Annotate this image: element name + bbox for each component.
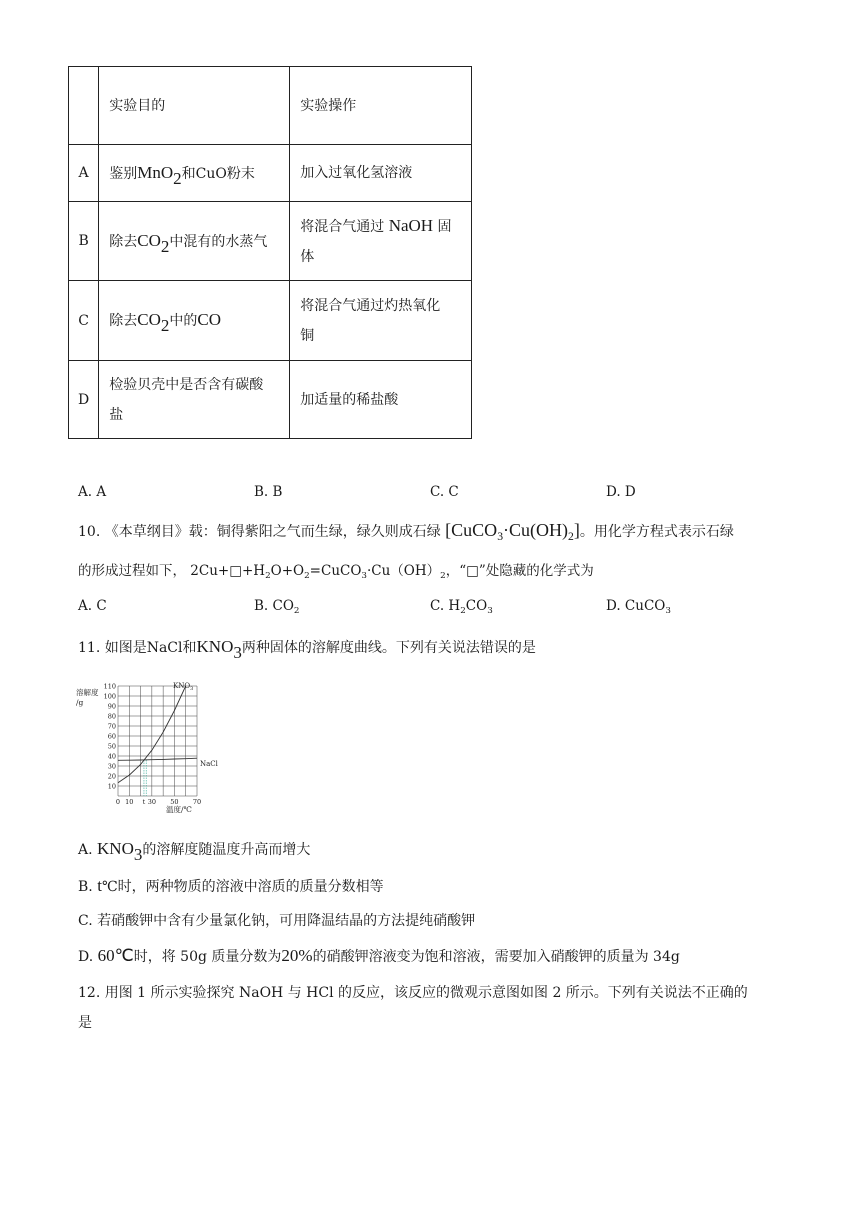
series-line-nacl [118,758,197,760]
row-purpose: 除去$CO_2$中的CO [99,281,290,361]
row-purpose: 检验贝壳中是否含有碳酸 盐 [99,361,290,439]
y-tick-label: 40 [107,752,116,761]
q9-option-d[interactable]: D. D [606,484,636,500]
y-tick-label: 50 [107,742,116,751]
x-tick-label: 30 [147,798,156,806]
experiment-table [68,66,472,439]
q11-option-d[interactable]: D. 60℃时，将 50g 质量分数为20%的硝酸钾溶液变为饱和溶液，需要加入硝酸钾的质量为 34g [78,946,680,965]
chart-series [118,686,197,783]
table-row [69,361,472,439]
table-row [69,145,472,202]
solubility-chart [70,676,230,816]
row-operation: 将混合气通过 NaOH 固 体 [290,202,472,281]
q9-option-c[interactable]: C. C [430,484,459,500]
q10-option-a[interactable]: A. C [78,598,107,614]
y-tick-label: 20 [107,772,116,781]
row-purpose: 鉴别MnO$_2$和CuO粉末 [99,145,290,202]
y-tick-label: 70 [107,722,116,731]
y-axis-label-part2: /g [76,698,84,707]
y-tick-label: 80 [107,712,116,721]
y-tick-label: 30 [107,762,116,771]
q11-option-a[interactable]: A. $KNO_3$的溶解度随温度升高而增大 [78,839,311,864]
header-cell-purpose: 实验目的 [99,67,290,145]
y-tick-label: 100 [103,692,116,701]
y-tick-label: 60 [107,732,116,741]
x-tick-label: 0 [115,798,121,806]
row-operation: 加入过氧化氢溶液 [290,145,472,202]
q9-option-b[interactable]: B. B [254,484,283,500]
x-axis-label: 温度/℃ [166,805,192,814]
q10-stem-line1: 10. 《本草纲目》载：铜得紫阳之气而生绿，绿久则成石绿 $[CuCO_3\cdot Cu(OH)_2]$。用化学方程式表示石绿 [78,520,734,544]
y-tick-label: 90 [107,702,116,711]
q10-option-d[interactable]: D. CuCO$_3$ [606,598,671,617]
row-purpose: 除去$CO_2$中混有的水蒸气 [99,202,290,281]
header-cell-operation: 实验操作 [290,67,472,145]
x-tick-label: 50 [170,798,179,806]
row-key: D [69,361,99,439]
row-key: A [69,145,99,202]
q9-option-a[interactable]: A. A [78,484,107,500]
row-key: B [69,202,99,281]
table-header-row [69,67,472,145]
row-operation: 将混合气通过灼热氧化 铜 [290,281,472,361]
row-key: C [69,281,99,361]
q10-option-c[interactable]: C. $H_2CO_3$ [430,598,493,617]
q10-stem-line2: 的形成过程如下， $2Cu+□+H_2O+O_2=CuCO_3\cdot Cu(OH)_2$，“□”处隐藏的化学式为 [78,563,594,582]
q12-stem-line1: 12. 用图 1 所示实验探究 NaOH 与 HCl 的反应，该反应的微观示意图如图 2 所示。下列有关说法不正确的 [78,985,748,1001]
x-tick-label: 10 [125,798,134,806]
table-row [69,202,472,281]
y-axis-label: 溶解度 [76,688,99,697]
q11-option-b[interactable]: B. t℃时，两种物质的溶液中溶质的质量分数相等 [78,876,384,895]
table-row [69,281,472,361]
x-tick-label: t [142,798,146,806]
series-label-nacl: NaCl [200,760,218,768]
y-tick-label: 10 [107,782,116,791]
q12-stem-line2: 是 [78,1015,92,1031]
y-tick-labels [104,683,116,791]
row-operation: 加适量的稀盐酸 [290,361,472,439]
header-cell-key [69,67,99,145]
q10-option-b[interactable]: B. $CO_2$ [254,598,300,617]
series-label-kno3: $KNO_3$ [173,682,194,692]
malachite-formula: $[CuCO_3\cdot Cu(OH)_2]$ [445,520,580,544]
x-tick-label: 70 [192,798,202,806]
y-tick-label: 110 [103,682,116,691]
q11-option-c[interactable]: C. 若硝酸钾中含有少量氯化钠，可用降温结晶的方法提纯硝酸钾 [78,913,476,929]
q11-stem: 11. 如图是NaCl和$KNO_3$两种固体的溶解度曲线。下列有关说法错误的是 [78,637,536,662]
